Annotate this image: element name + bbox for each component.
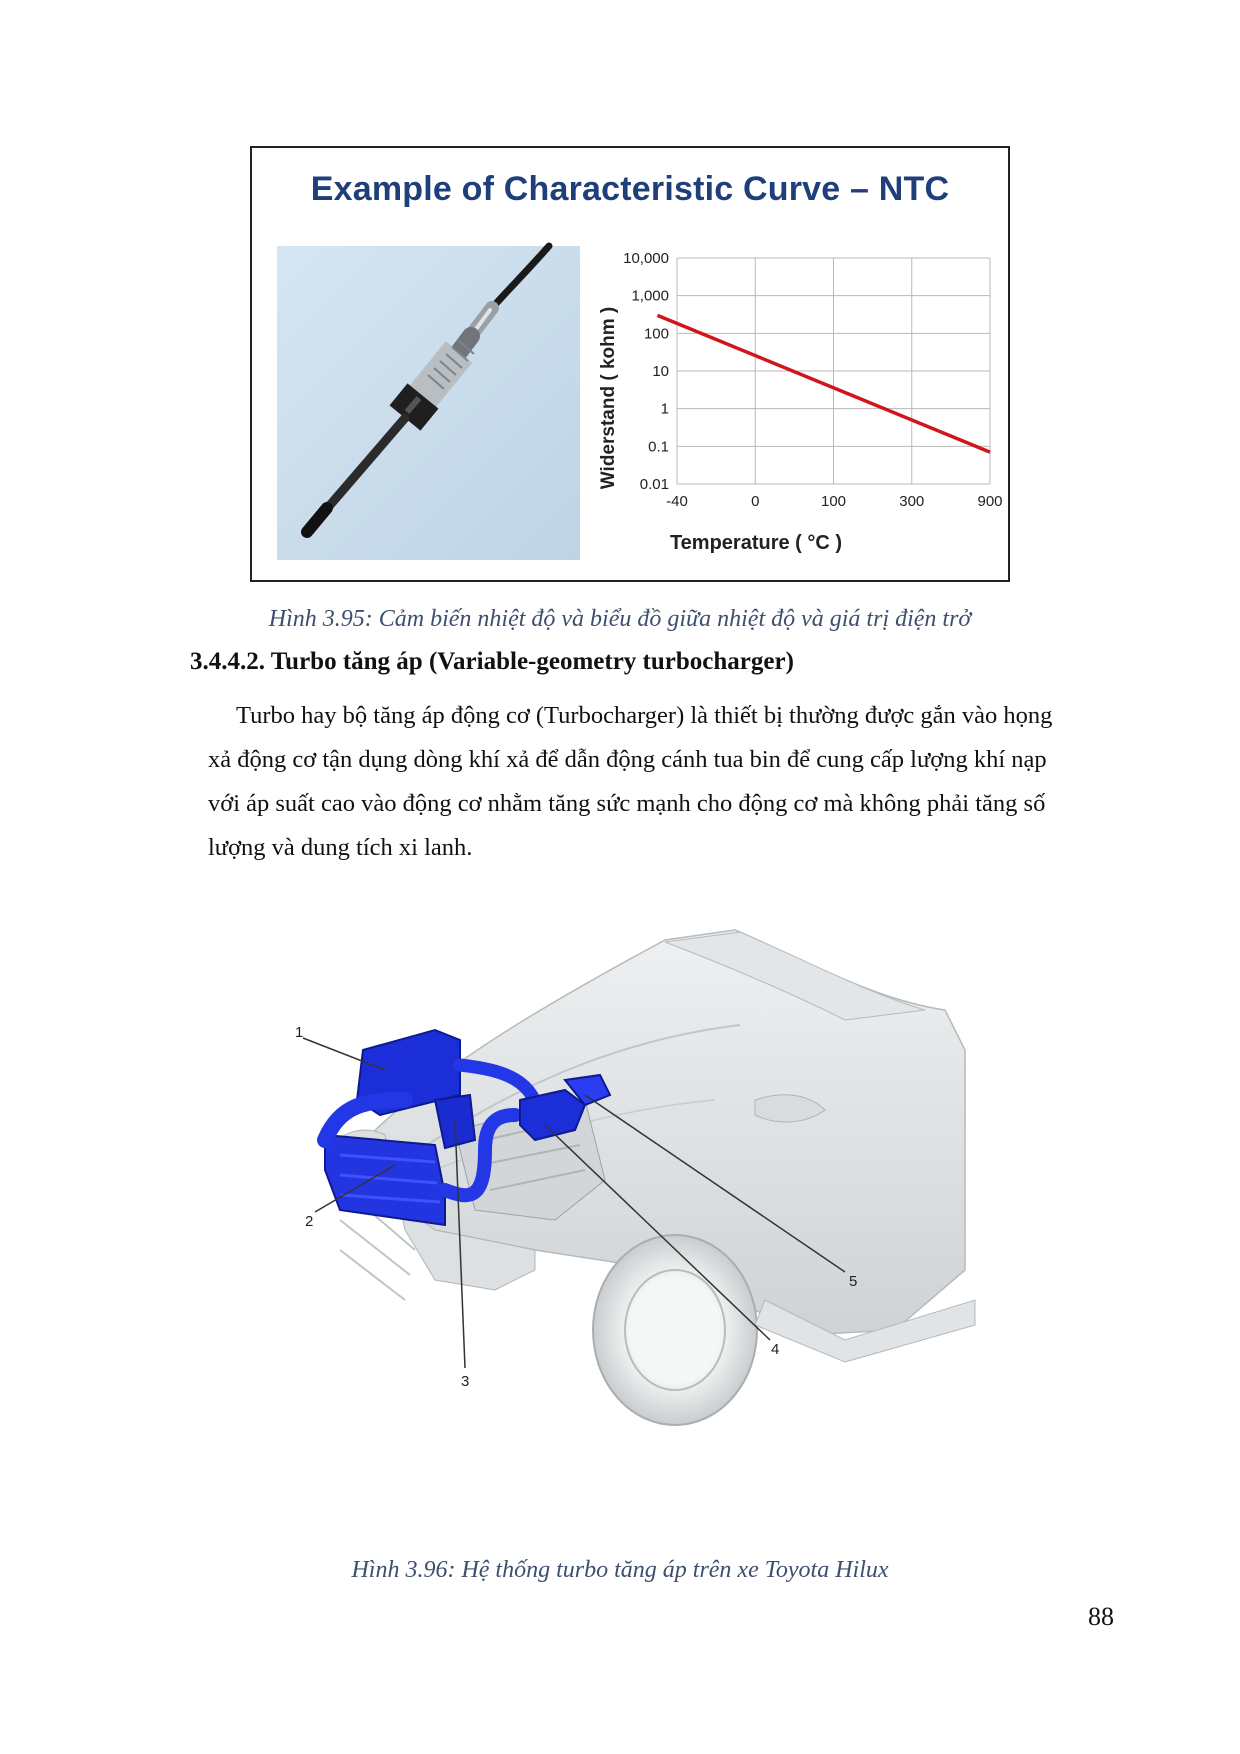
callout-3: 3 xyxy=(461,1373,470,1390)
paragraph-line: với áp suất cao vào động cơ nhằm tăng sức mạnh cho động cơ mà không phải tăng số xyxy=(208,790,1046,817)
y-tick-label: 1 xyxy=(660,400,669,418)
x-tick-label: -40 xyxy=(666,493,688,510)
x-axis-label: Temperature ( °C ) xyxy=(669,532,843,554)
page-number: 88 xyxy=(1088,1602,1114,1631)
y-tick-label: 1,000 xyxy=(631,287,669,305)
y-tick-label: 0.01 xyxy=(639,476,669,493)
figure-96-caption: Hình 3.96: Hệ thống turbo tăng áp trên xe Toyota Hilux xyxy=(351,1557,889,1583)
x-tick-label: 300 xyxy=(899,493,925,510)
chart-series xyxy=(657,315,990,452)
callout-5: 5 xyxy=(849,1273,858,1290)
ntc-chart xyxy=(592,246,1003,566)
temperature-sensor-photo xyxy=(277,246,580,560)
chart-title: Example of Characteristic Curve – NTC xyxy=(310,170,950,208)
section-heading: 3.4.4.2. Turbo tăng áp (Variable-geometry turbocharger) xyxy=(190,648,794,675)
y-tick-label: 10 xyxy=(652,363,669,380)
paragraph-line: Turbo hay bộ tăng áp động cơ (Turbocharger) là thiết bị thường được gắn vào họng xyxy=(236,702,1053,729)
y-tick-label: 0.1 xyxy=(648,438,669,456)
y-axis-label: Widerstand ( kohm ) xyxy=(598,306,619,490)
ntc-curve-line xyxy=(657,315,990,452)
x-tick-labels xyxy=(666,493,1002,510)
turbo-system-car-illustration xyxy=(285,930,975,1540)
paragraph-line: xả động cơ tận dụng dòng khí xả để dẫn động cánh tua bin để cung cấp lượng khí nạp xyxy=(208,746,1047,773)
chart-grid xyxy=(677,258,990,484)
ntc-figure xyxy=(250,146,1010,582)
body-paragraph xyxy=(208,694,1118,870)
y-tick-label: 100 xyxy=(643,325,669,343)
callout-1: 1 xyxy=(295,1024,304,1041)
paragraph-line: lượng và dung tích xi lanh. xyxy=(208,834,473,861)
figure-95-caption: Hình 3.95: Cảm biến nhiệt độ và biểu đồ giữa nhiệt độ và giá trị điện trở xyxy=(268,606,972,632)
x-tick-label: 100 xyxy=(820,493,847,510)
x-tick-label: 0 xyxy=(751,493,760,510)
x-tick-label: 900 xyxy=(977,493,1003,510)
callout-4: 4 xyxy=(771,1341,780,1358)
y-tick-labels xyxy=(623,250,669,493)
callout-2: 2 xyxy=(305,1213,314,1230)
y-tick-label: 10,000 xyxy=(623,250,669,267)
